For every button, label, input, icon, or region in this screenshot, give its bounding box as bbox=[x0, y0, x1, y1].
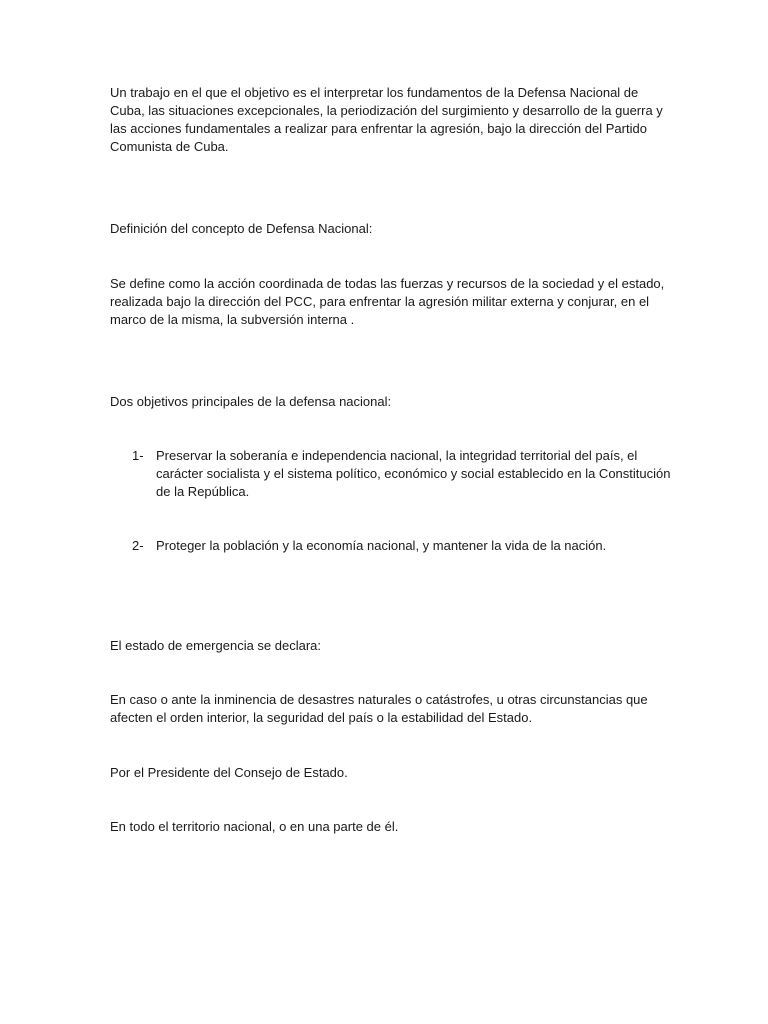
list-number: 1- bbox=[132, 448, 144, 463]
objectives-heading: Dos objetivos principales de la defensa nacional: bbox=[110, 394, 392, 409]
definition-heading: Definición del concepto de Defensa Nacional: bbox=[110, 221, 373, 236]
emergency-where-paragraph: En todo el territorio nacional, o en una parte de él. bbox=[110, 819, 399, 834]
emergency-heading: El estado de emergencia se declara: bbox=[110, 638, 322, 653]
emergency-case-paragraph: En caso o ante la inminencia de desastres naturales o catástrofes, u otras circunstancias que afecten el orden interior, la seguridad del país o la estabilidad del Estado. bbox=[110, 692, 648, 725]
list-text: Preservar la soberanía e independencia nacional, la integridad territorial del país, el carácter socialista y el sistema político, económico y social establecido en la Constitución de la República. bbox=[156, 448, 671, 499]
definition-paragraph: Se define como la acción coordinada de todas las fuerzas y recursos de la sociedad y el estado, realizada bajo la dirección del PCC, para enfrentar la agresión militar externa y conjurar, en el marco de la misma, la subversión interna . bbox=[110, 276, 665, 327]
objective-list-item bbox=[132, 537, 672, 555]
objective-list-item bbox=[132, 447, 672, 501]
emergency-by-paragraph: Por el Presidente del Consejo de Estado. bbox=[110, 765, 348, 780]
intro-paragraph: Un trabajo en el que el objetivo es el interpretar los fundamentos de la Defensa Nacional de Cuba, las situaciones excepcionales, la periodización del surgimiento y desarrollo de la guerra y las acciones fundamentales a realizar para enfrentar la agresión, bajo la dirección del Partido Comunista de Cuba. bbox=[110, 85, 663, 154]
list-text: Proteger la población y la economía nacional, y mantener la vida de la nación. bbox=[156, 538, 607, 553]
list-number: 2- bbox=[132, 538, 144, 553]
